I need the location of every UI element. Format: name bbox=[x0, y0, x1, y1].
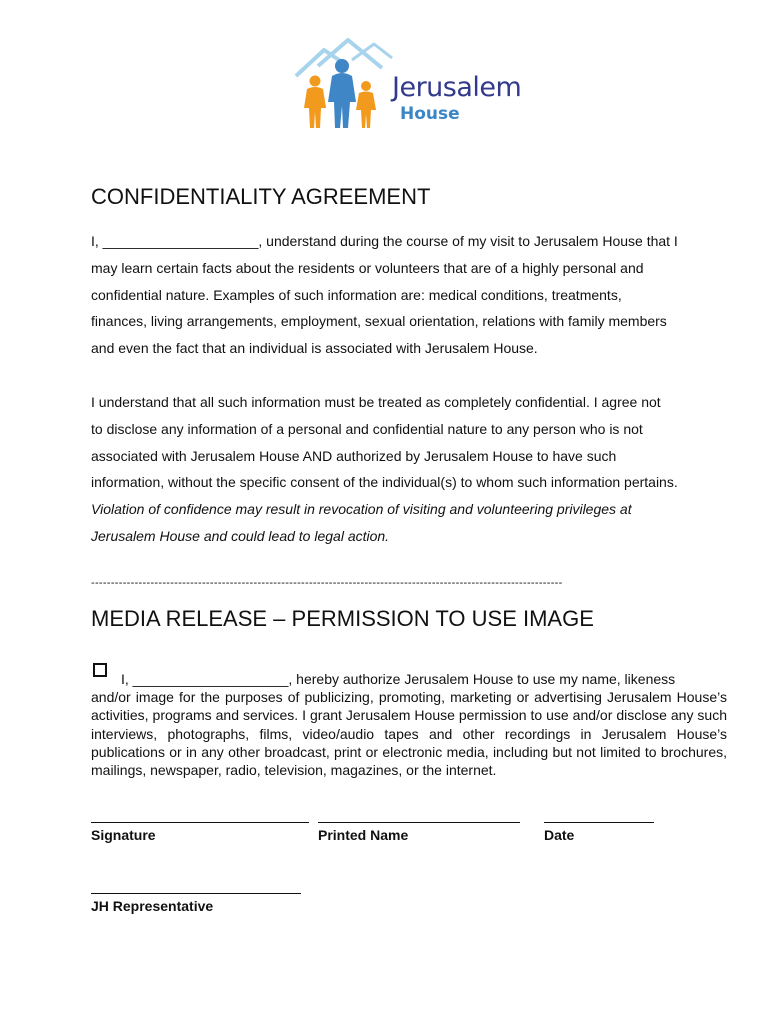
confidentiality-paragraph-2 bbox=[91, 389, 731, 550]
text-line: confidential nature. Examples of such information are: medical conditions, treatments, bbox=[91, 286, 622, 303]
media-release-text bbox=[91, 670, 727, 779]
media-release-first-line: I, ____________________, hereby authorize Jerusalem House to use my name, likeness bbox=[121, 671, 676, 687]
text-line: and even the fact that an individual is associated with Jerusalem House. bbox=[91, 340, 538, 357]
date-label: Date bbox=[544, 827, 575, 843]
text-line: I understand that all such information must be treated as completely confidential. I agree not bbox=[91, 394, 661, 410]
logo-wordmark: Jerusalem bbox=[392, 72, 522, 103]
printed-name-label: Printed Name bbox=[318, 827, 409, 843]
logo-subtitle: House bbox=[400, 104, 460, 124]
signature-line[interactable] bbox=[91, 822, 309, 823]
confidentiality-paragraph-1 bbox=[91, 228, 731, 362]
warning-line: Jerusalem House and could lead to legal action. bbox=[91, 527, 390, 544]
media-release-title: MEDIA RELEASE – PERMISSION TO USE IMAGE bbox=[91, 606, 594, 631]
section-divider: ----------------------------------------------------------------------------------------------------------------------- bbox=[91, 577, 563, 589]
text-line: may learn certain facts about the residents or volunteers that are of a highly personal and bbox=[91, 259, 644, 276]
warning-line: Violation of confidence may result in revocation of visiting and volunteering privileges at bbox=[91, 501, 632, 518]
signature-label: Signature bbox=[91, 827, 156, 843]
text-line: associated with Jerusalem House AND authorized by Jerusalem House to have such bbox=[91, 447, 617, 464]
text-line: to disclose any information of a personal and confidential nature to any person who is not bbox=[91, 420, 643, 437]
text-line: I, ____________________, understand during the course of my visit to Jerusalem House that I bbox=[91, 233, 678, 249]
confidentiality-title: CONFIDENTIALITY AGREEMENT bbox=[91, 184, 431, 209]
date-line[interactable] bbox=[544, 822, 654, 823]
text-line: information, without the specific consent of the individual(s) to whom such information pertains. bbox=[91, 474, 678, 491]
jerusalem-house-logo bbox=[290, 36, 530, 132]
representative-label: JH Representative bbox=[91, 898, 214, 914]
printed-name-line[interactable] bbox=[318, 822, 520, 823]
text-line: finances, living arrangements, employment, sexual orientation, relations with family members bbox=[91, 313, 667, 330]
media-release-body: and/or image for the purposes of publicizing, promoting, marketing or advertising Jerusalem House’s activities, programs and services. I grant Jerusalem House permission to use and/or disclose any such interviews, photographs, films, video/audio tapes and other recordings in Jerusalem House’s publications or in any other broadcast, print or electronic media, including but not limited to brochures, mailings, newspaper, radio, television, magazines, or the internet. bbox=[91, 689, 727, 779]
representative-signature-line[interactable] bbox=[91, 893, 301, 894]
